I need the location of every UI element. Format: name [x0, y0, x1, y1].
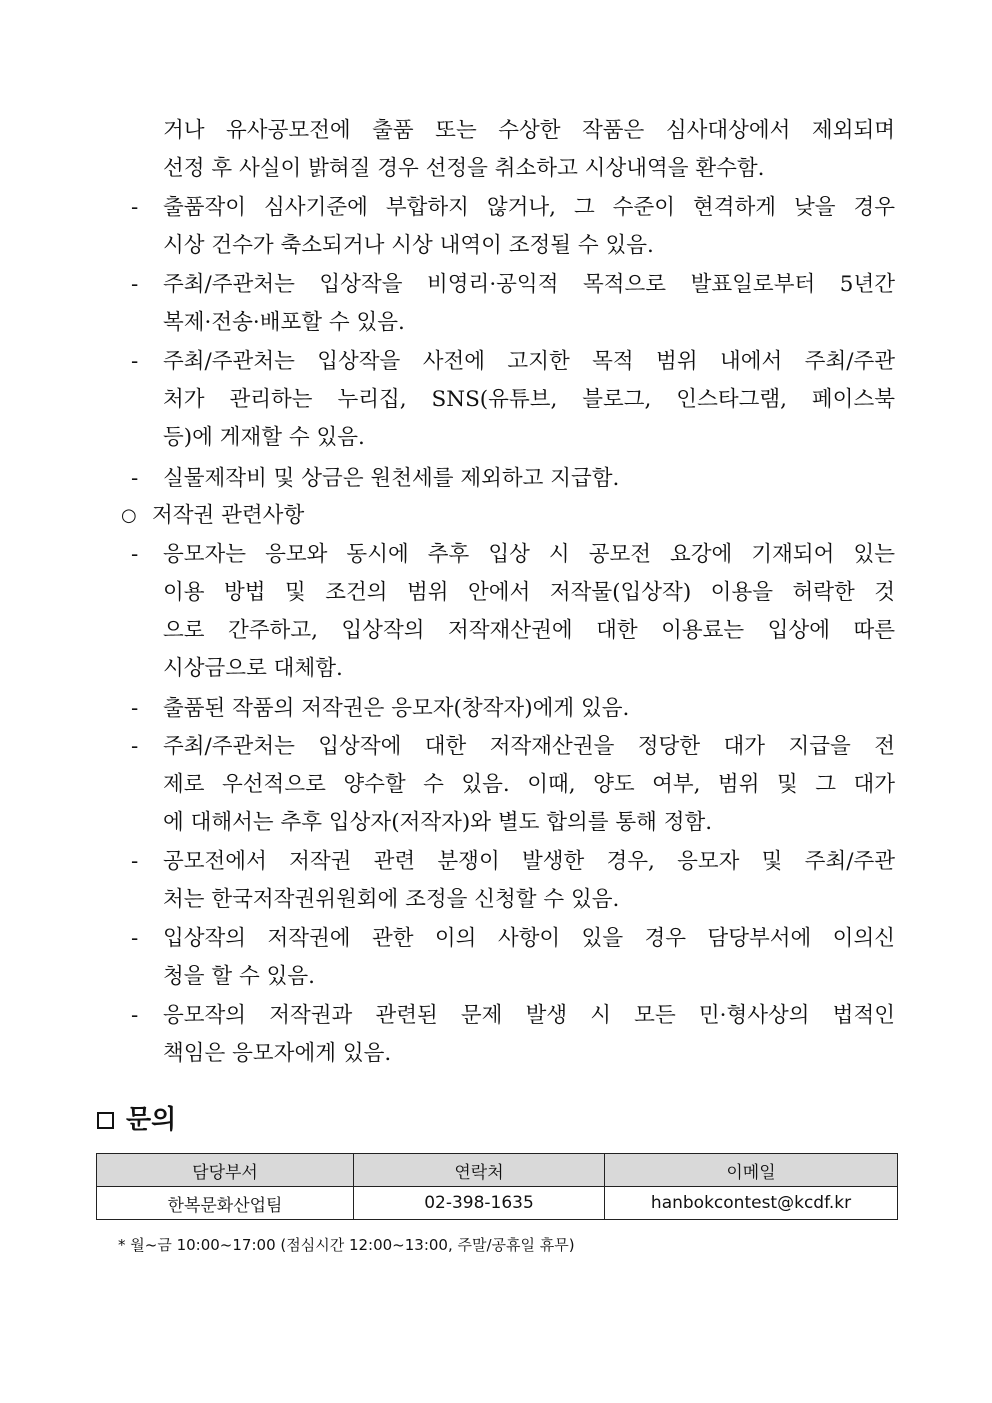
header-cell: 이메일	[605, 1154, 898, 1187]
text-line: 등)에 게재할 수 있음.	[163, 425, 365, 450]
text-line: 시상 건수가 축소되거나 시상 내역이 조정될 수 있음.	[163, 233, 654, 258]
email-cell: hanbokcontest@kcdf.kr	[605, 1187, 898, 1220]
section-title: 문의	[126, 1105, 177, 1135]
dash-marker: -	[131, 696, 139, 721]
dash-marker: -	[131, 926, 139, 951]
text-line: 입상작의 저작권에 관한 이의 사항이 있을 경우 담당부서에 이의신	[163, 926, 895, 951]
dash-marker: -	[131, 734, 139, 759]
header-cell: 연락처	[354, 1154, 605, 1187]
contact-table	[96, 1153, 898, 1220]
header-cell: 담당부서	[97, 1154, 354, 1187]
text-line: 선정 후 사실이 밝혀질 경우 선정을 취소하고 시상내역을 환수함.	[163, 156, 765, 181]
section-heading	[97, 1100, 176, 1140]
checkbox-square-icon	[97, 1112, 114, 1129]
text-line: 주최/주관처는 입상작에 대한 저작재산권을 정당한 대가 지급을 전	[163, 734, 895, 759]
text-line: 제로 우선적으로 양수할 수 있음. 이때, 양도 여부, 범위 및 그 대가	[163, 772, 895, 797]
text-line: 공모전에서 저작권 관련 분쟁이 발생한 경우, 응모자 및 주최/주관	[163, 849, 895, 874]
text-line: 출품된 작품의 저작권은 응모자(창작자)에게 있음.	[163, 696, 630, 721]
dash-marker: -	[131, 1003, 139, 1028]
text-line: 처가 관리하는 누리집, SNS(유튜브, 블로그, 인스타그램, 페이스북	[163, 387, 895, 412]
text-line: 으로 간주하고, 입상작의 저작재산권에 대한 이용료는 입상에 따른	[163, 618, 895, 643]
dash-marker: -	[131, 542, 139, 567]
dash-marker: -	[131, 349, 139, 374]
dash-marker: -	[131, 195, 139, 220]
phone-cell: 02-398-1635	[354, 1187, 605, 1220]
text-line: 에 대해서는 추후 입상자(저작자)와 별도 합의를 통해 정함.	[163, 810, 713, 835]
dash-marker: -	[131, 466, 139, 491]
dash-marker: -	[131, 849, 139, 874]
text-line: 청을 할 수 있음.	[163, 964, 315, 989]
dash-marker: -	[131, 272, 139, 297]
text-line: 주최/주관처는 입상작을 사전에 고지한 목적 범위 내에서 주최/주관	[163, 349, 895, 374]
text-line: 응모자는 응모와 동시에 추후 입상 시 공모전 요강에 기재되어 있는	[163, 542, 895, 567]
text-line: 책임은 응모자에게 있음.	[163, 1041, 392, 1066]
table-row	[97, 1187, 898, 1220]
text-line: 출품작이 심사기준에 부합하지 않거나, 그 수준이 현격하게 낮을 경우	[163, 195, 895, 220]
table-header-row	[97, 1154, 898, 1187]
text-line: 거나 유사공모전에 출품 또는 수상한 작품은 심사대상에서 제외되며	[163, 118, 895, 143]
text-line: 복제·전송·배포할 수 있음.	[163, 310, 405, 335]
hours-note: * 월~금 10:00~17:00 (점심시간 12:00~13:00, 주말/공휴일 휴무)	[118, 1236, 575, 1254]
text-line: 실물제작비 및 상금은 원천세를 제외하고 지급함.	[163, 466, 620, 491]
text-line: 처는 한국저작권위원회에 조정을 신청할 수 있음.	[163, 887, 620, 912]
text-line: 이용 방법 및 조건의 범위 안에서 저작물(입상작) 이용을 허락한 것	[163, 580, 895, 605]
text-line: 응모작의 저작권과 관련된 문제 발생 시 모든 민·형사상의 법적인	[163, 1003, 895, 1028]
text-line: 주최/주관처는 입상작을 비영리·공익적 목적으로 발표일로부터 5년간	[163, 272, 895, 297]
department-cell: 한복문화산업팀	[97, 1187, 354, 1220]
circle-marker: ○	[121, 505, 137, 526]
subsection-title: 저작권 관련사항	[152, 503, 305, 528]
text-line: 시상금으로 대체함.	[163, 656, 343, 681]
